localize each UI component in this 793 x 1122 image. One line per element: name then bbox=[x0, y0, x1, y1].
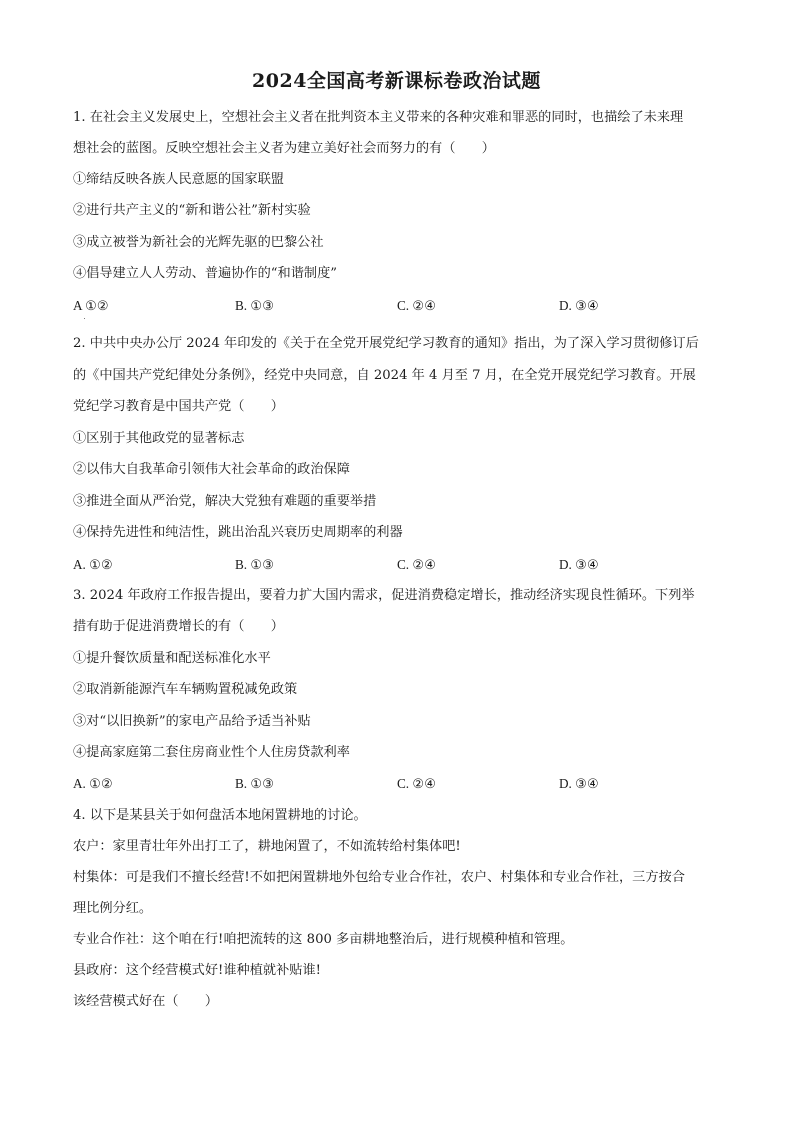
option-a[interactable]: A ①② bbox=[73, 298, 109, 313]
question-stem-line: 1. 在社会主义发展史上，空想社会主义者在批判资本主义带来的各种灾难和罪恶的同时，也描绘了未来理 bbox=[73, 110, 684, 125]
question-stem-line: 想社会的蓝图。反映空想社会主义者为建立美好社会而努力的有（ ） bbox=[73, 141, 495, 156]
statement-item: ③推进全面从严治党，解决大党独有难题的重要举措 bbox=[73, 494, 377, 509]
option-c[interactable]: C. ②④ bbox=[397, 776, 437, 791]
statement-item: ②进行共产主义的“新和谐公社”新村实验 bbox=[73, 203, 311, 218]
question-stem-line: 4. 以下是某县关于如何盘活本地闲置耕地的讨论。 bbox=[73, 808, 367, 823]
question-stem-line: 2. 中共中央办公厅 2024 年印发的《关于在全党开展党纪学习教育的通知》指出，为了深入学习贯彻修订后 bbox=[73, 336, 699, 351]
statement-item: ④保持先进性和纯洁性，跳出治乱兴衰历史周期率的利器 bbox=[73, 525, 403, 540]
option-c[interactable]: C. ②④ bbox=[397, 298, 437, 313]
option-b[interactable]: B. ①③ bbox=[235, 776, 275, 791]
question-stem-line: 3. 2024 年政府工作报告提出，要着力扩大国内需求，促进消费稳定增长，推动经济实现良性循环。下列举 bbox=[73, 588, 695, 603]
option-b[interactable]: B. ①③ bbox=[235, 557, 275, 572]
option-a[interactable]: A. ①② bbox=[73, 557, 113, 572]
option-d[interactable]: D. ③④ bbox=[559, 776, 599, 791]
statement-item: ①区别于其他政党的显著标志 bbox=[73, 431, 245, 446]
statement-item: ④提高家庭第二套住房商业性个人住房贷款利率 bbox=[73, 745, 350, 760]
dialogue-line-county: 县政府：这个经营模式好!谁种植就补贴谁! bbox=[73, 963, 321, 978]
stray-mark bbox=[84, 318, 85, 319]
question-stem-line: 的《中国共产党纪律处分条例》，经党中央同意，自 2024 年 4 月至 7 月，在全党开展党纪学习教育。开展 bbox=[73, 368, 696, 383]
question-stem-line: 党纪学习教育是中国共产党（ ） bbox=[73, 399, 284, 414]
statement-item: ①提升餐饮质量和配送标准化水平 bbox=[73, 651, 271, 666]
statement-item: ③成立被誉为新社会的光辉先驱的巴黎公社 bbox=[73, 235, 324, 250]
statement-item: ①缔结反映各族人民意愿的国家联盟 bbox=[73, 172, 284, 187]
dialogue-line-cooperative: 专业合作社：这个咱在行!咱把流转的这 800 多亩耕地整治后，进行规模种植和管理。 bbox=[73, 932, 574, 947]
page-title: 2024全国高考新课标卷政治试题 bbox=[252, 70, 541, 92]
question-stem-line: 措有助于促进消费增长的有（ ） bbox=[73, 619, 284, 634]
option-c[interactable]: C. ②④ bbox=[397, 557, 437, 572]
dialogue-line-village: 村集体：可是我们不擅长经营!不如把闲置耕地外包给专业合作社，农户、村集体和专业合作社，三方按合 bbox=[73, 870, 685, 885]
statement-item: ④倡导建立人人劳动、普遍协作的“和谐制度” bbox=[73, 266, 338, 281]
statement-item: ②以伟大自我革命引领伟大社会革命的政治保障 bbox=[73, 462, 350, 477]
statement-item: ③对“以旧换新”的家电产品给予适当补贴 bbox=[73, 714, 311, 729]
option-d[interactable]: D. ③④ bbox=[559, 298, 599, 313]
dialogue-line-farmer: 农户：家里青壮年外出打工了，耕地闲置了，不如流转给村集体吧! bbox=[73, 839, 461, 854]
dialogue-line-village-cont: 理比例分红。 bbox=[73, 901, 153, 916]
option-d[interactable]: D. ③④ bbox=[559, 557, 599, 572]
question-prompt: 该经营模式好在（ ） bbox=[73, 994, 219, 1009]
option-b[interactable]: B. ①③ bbox=[235, 298, 275, 313]
option-a[interactable]: A. ①② bbox=[73, 776, 113, 791]
statement-item: ②取消新能源汽车车辆购置税减免政策 bbox=[73, 682, 298, 697]
